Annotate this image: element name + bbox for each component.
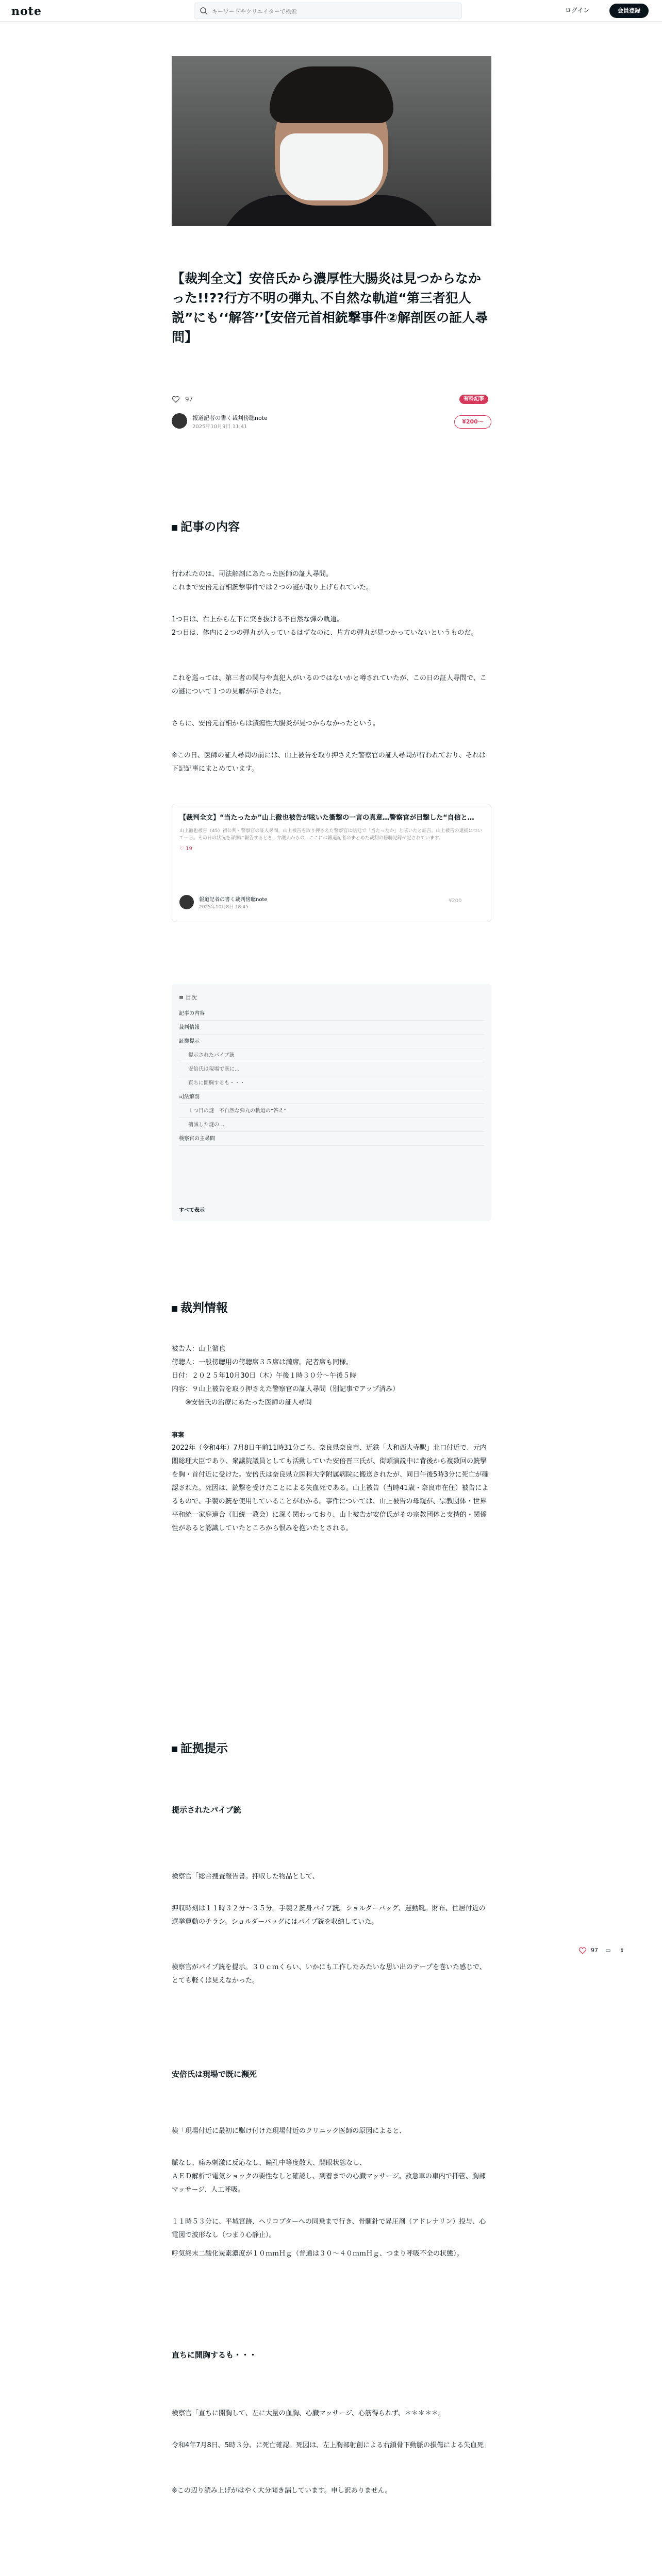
scene-para: 呼気終末二酸化炭素濃度が１０ｍｍＨｇ（普通は３０〜４０ｍｍＨｇ、つまり呼吸不全の状態）。: [172, 2250, 464, 2258]
chest-para: 令和4年7月8日、5時３分、に死亡確認。死因は、左上胸部射創による右鎖骨下動脈の損傷による失血死」: [172, 2442, 491, 2449]
embed-author: 報道記者の書く裁判傍聴note: [199, 897, 268, 903]
toc-item[interactable]: 検察官の主尋問: [179, 1132, 484, 1146]
trial-para: 日付：２０２５年10月30日（木）午後１時３０分〜午後５時: [172, 1372, 357, 1380]
search-input[interactable]: [212, 6, 454, 16]
article-meta: [172, 394, 491, 405]
search-icon: [200, 7, 208, 15]
subheading-chest: 直ちに開胸するも・・・: [172, 2350, 257, 2360]
toc-item[interactable]: 消滅した謎の…: [179, 1118, 484, 1132]
toc-item[interactable]: １つ目の謎 不自然な弾丸の軌道の“答え”: [179, 1104, 484, 1118]
chest-para: 検察官「直ちに開胸して、左に大量の血胸、心臓マッサージ、心筋得られず、＊＊＊＊＊。: [172, 2410, 445, 2417]
contents-para-1: 行われたのは、司法解剖にあたった医師の証人尋問。: [172, 570, 333, 578]
site-header: [0, 0, 662, 22]
embed-title[interactable]: 【裁判全文】“当たったか”山上徹也被告が呟いた衝撃の一言の真意…警察官が目撃した“自信と…: [179, 814, 474, 822]
scene-para: 検「現場付近に最初に駆け付けた現場付近のクリニック医師の原因によると、: [172, 2127, 406, 2135]
search-box[interactable]: [194, 3, 462, 19]
embed-avatar: [179, 895, 194, 909]
trial-para: ⑩安倍氏の治療にあたった医師の証人尋問: [172, 1399, 312, 1406]
toc-item[interactable]: 直ちに開胸するも・・・: [179, 1076, 484, 1090]
share-icon[interactable]: ⇪: [620, 1947, 625, 1954]
contents-para-7: ※この日、医師の証人尋問の前には、山上被告を取り押さえた警察官の証人尋問が行われており、それは下記記事にまとめています。: [172, 752, 486, 773]
comment-icon[interactable]: ▭: [605, 1947, 611, 1954]
toc-item[interactable]: 裁判情報: [179, 1021, 484, 1035]
toc-item[interactable]: 司法解剖: [179, 1090, 484, 1104]
hero-image: [172, 56, 491, 226]
avatar[interactable]: [172, 413, 187, 429]
toc-show-all-button[interactable]: すべて表示: [179, 1208, 205, 1213]
floating-actions: [578, 1946, 640, 1957]
publish-date: 2025年10月9日 11:41: [192, 424, 247, 430]
note-logo[interactable]: note: [11, 5, 42, 18]
signup-button[interactable]: 会員登録: [609, 4, 649, 18]
heart-icon[interactable]: [172, 395, 180, 403]
scene-para: １１時５３分に、平城宮跡、ヘリコプターへの同乗まで行き、骨髄針で昇圧剤（アドレナリン）投与、心電図で波形なし（つまり心静止）。: [172, 2218, 486, 2239]
article-title: 【裁判全文】安倍氏から濃厚性大腸炎は見つからなかった!!??行方不明の弾丸､不自然な軌道“第三者犯人説”にも‘‘解答’’【安倍元首相銃撃事件②解剖医の証人尋問】: [172, 271, 488, 345]
like-count: 97: [591, 1947, 598, 1954]
pipe-para: 検察官がパイプ銃を提示。３０ｃｍくらい、いかにも工作したみたいな思い出のテープを巻いた感じで、とても軽くは見えなかった。: [172, 1963, 486, 1985]
section-heading-evidence: 証拠提示: [172, 1739, 228, 1756]
price-button[interactable]: ¥200〜: [454, 415, 491, 429]
login-link[interactable]: ログイン: [565, 7, 590, 14]
embed-desc: 山上徹也被告（45）初公判・警察官の証人尋問。山上被告を取り押さえた警察官は法廷で「当たったか」と呟いたと証言。山上被告の逮捕について一言。その日の状況を詳細に報告するとき、弁護人からの…ここには報道記者のまとめた裁判の傍聴記録が記されています。: [179, 828, 483, 841]
toc-heading: ≡ 目次: [179, 994, 197, 1001]
section-heading-contents: 記事の内容: [172, 517, 240, 534]
trial-para: 被告人：山上徹也: [172, 1345, 226, 1353]
trial-para: 内容：９山上被告を取り押さえた警察官の証人尋問（別記事でアップ済み）: [172, 1385, 400, 1393]
embedded-article-card[interactable]: [172, 804, 491, 922]
contents-para-6: さらに、安倍元首相からは潰瘍性大腸炎が見つからなかったという。: [172, 720, 380, 727]
case-label: 事案: [172, 1431, 185, 1438]
chest-para: ※この辺り読み上げがはやく大分聞き漏しています。申し訳ありません。: [172, 2487, 392, 2495]
contents-para-4: 2つ目は、体内に２つの弾丸が入っているはずなのに、片方の弾丸が見つかっていないというものだ。: [172, 629, 478, 637]
embed-date: 2025年10月8日 18:45: [199, 905, 249, 910]
pipe-para: 押収時刻は１１時３２分〜３５分。手製２銃身パイプ銃。ショルダーバッグ、運動靴。財布、住居付近の選挙運動のチラシ。ショルダーバッグにはパイプ銃を収納していた。: [172, 1905, 486, 1926]
case-text: 2022年（令和4年）7月8日午前11時31分ごろ、奈良県奈良市、近鉄「大和西大寺駅」北口付近で、元内閣総理大臣であり、衆議院議員としても活動していた安倍晋三氏が、街頭演説中に背後から複数回の銃撃を胸・首付近に受けた。安倍氏は奈良県立医科大学附属病院に搬送されたが、同日午後5時3分に死亡が確認された。死因は、銃撃を受けたことによる失血死である。山上被告（当時41歳・奈良市在住）被告によるもので、手製の銃を使用していることがわかる。事件については、山上被告の母親が、宗教団体・世界平和統一家庭連合（旧統一教会）に深く関わっており、山上被告が安倍氏がその宗教団体と支持的・関係性があると認識していたところから恨みを抱いたとされる。: [172, 1444, 489, 1532]
author-row: [172, 413, 491, 431]
table-of-contents: [172, 984, 491, 1221]
subheading-scene: 安倍氏は現場で既に瀕死: [172, 2070, 257, 2079]
scene-para: ＡＥＤ解析で電気ショックの要性なしと確認し、到着までの心臓マッサージ。救急車の車内で挿管、胸部マッサージ、人工呼吸。: [172, 2173, 486, 2194]
subheading-pipe-gun: 提示されたパイプ銃: [172, 1805, 241, 1815]
toc-item[interactable]: 記事の内容: [179, 1007, 484, 1021]
heart-icon[interactable]: [578, 1946, 587, 1955]
embed-price: ¥200: [449, 898, 462, 904]
toc-item[interactable]: 証拠提示: [179, 1035, 484, 1048]
trial-para: 傍聴人：一般傍聴用の傍聴席３５席は満席。記者席も同様。: [172, 1359, 353, 1366]
toc-item[interactable]: 安倍氏は現場で既に...: [179, 1062, 484, 1076]
contents-para-2: これまで安倍元首相銃撃事件では２つの謎が取り上げられていた。: [172, 584, 373, 591]
embed-likes: ♡ 19: [179, 846, 192, 852]
like-count: 97: [185, 396, 193, 403]
toc-item[interactable]: 提示されたパイプ銃: [179, 1048, 484, 1062]
contents-para-5: これを巡っては、第三者の関与や真犯人がいるのではないかと噂されていたが、この日の証人尋問で、この謎について１つの見解が示された。: [172, 674, 487, 696]
pipe-para: 検察官「総合捜査報告書。押収した物品として、: [172, 1873, 319, 1880]
contents-para-3: 1つ目は、右上から左下に突き抜ける不自然な弾の軌道。: [172, 616, 344, 623]
section-heading-trial: 裁判情報: [172, 1298, 228, 1315]
paid-badge: 有料記事: [459, 395, 488, 404]
author-name[interactable]: 報道記者の書く裁判傍聴note: [192, 415, 268, 421]
scene-para: 脈なし、痛み刺激に反応なし、瞳孔中等度散大、開眼状態なし、: [172, 2159, 367, 2167]
